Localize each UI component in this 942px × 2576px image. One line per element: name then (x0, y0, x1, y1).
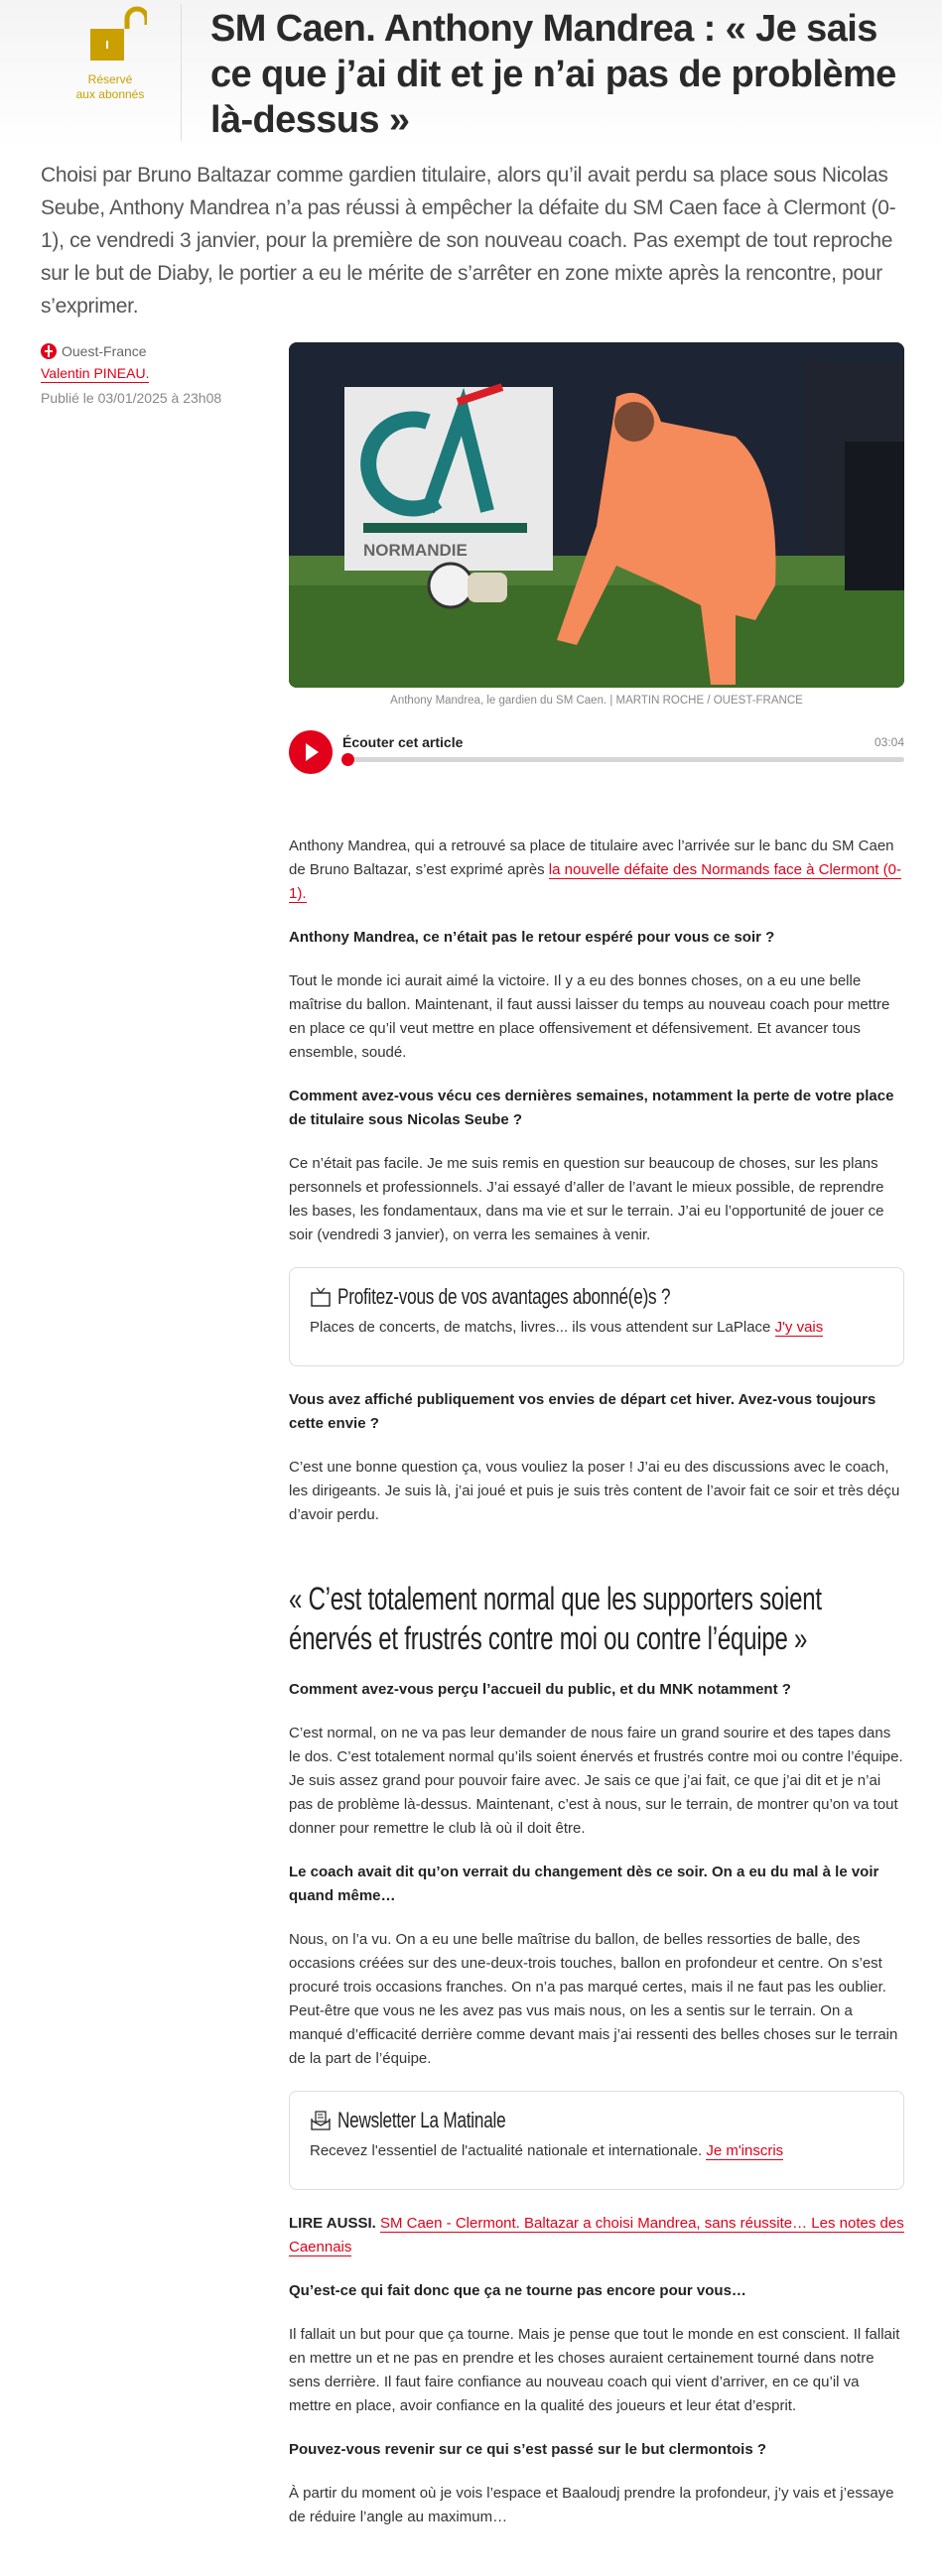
open-lock-icon (87, 5, 147, 63)
header-divider (181, 4, 182, 141)
perks-text: Places de concerts, de matchs, livres... ils vous attendent sur LaPlace J'y vais (310, 1319, 824, 1336)
question: Qu’est-ce qui fait donc que ça ne tourne pas encore pour vous… (289, 2282, 746, 2299)
publish-date: Publié le 03/01/2025 à 23h08 (41, 390, 222, 403)
read-also-link[interactable]: SM Caen - Clermont. Baltazar a choisi Mandrea, sans réussite… Les notes des Caennais (289, 2215, 904, 2255)
newsletter-text: Recevez l'essentiel de l'actualité nationale et internationale. Je m'inscris (310, 2142, 784, 2159)
author-link[interactable]: Valentin PINEAU. (41, 365, 150, 381)
newsletter-box (289, 2091, 904, 2190)
read-also: LIRE AUSSI. SM Caen - Clermont. Baltazar a choisi Mandrea, sans réussite… Les notes des Caennais (289, 2215, 904, 2255)
answer: Nous, on l’a vu. On a eu une belle maîtrise du ballon, de belles ressorties de balle, des occasions créées sur des une-deux-trois touches, ballon en profondeur et centre. On s’est procuré trois occasions franches. On n’a pas marqué certes, mais il ne faut pas les oublier. Peut-être que vous ne les avez pas vus mais nous, on les a sentis sur le terrain. On a manqué d’efficacité derrière comme devant mais j’ai ressenti des belles choses sur le terrain de la part de l’équipe. (289, 1931, 898, 2067)
defeat-article-link[interactable]: la nouvelle défaite des Normands face à Clermont (0-1). (289, 861, 901, 902)
audio-player (289, 730, 904, 774)
source (41, 341, 259, 361)
question: Pouvez-vous revenir sur ce qui s’est passé sur le but clermontois ? (289, 2441, 766, 2458)
article-title: SM Caen. Anthony Mandrea : « Je sais ce que j’ai dit et je n’ai pas de problème là-dessus » (210, 8, 896, 141)
newsletter-signup-link[interactable]: Je m'inscris (706, 2142, 784, 2159)
audio-label: Écouter cet article (342, 734, 464, 750)
answer: Il fallait un but pour que ça tourne. Mais je pense que tout le monde en est conscient. Il fallait en mettre un et ne pas en prendre et les choses auraient certainement tourné dans notre sens derrière. Il faut faire confiance au nouveau coach qui vient d’arriver, en ce qu’il va mettre en place, avoir confiance en la qualité des joueurs et leur état d’esprit. (289, 2326, 900, 2414)
question: Comment avez-vous perçu l’accueil du public, et du MNK notamment ? (289, 1681, 791, 1698)
svg-text:NORMANDIE: NORMANDIE (363, 541, 468, 560)
ouest-france-logo-icon (41, 343, 57, 359)
audio-progress-knob[interactable] (341, 753, 354, 766)
question: Le coach avait dit qu’on verrait du changement dès ce soir. On a eu du mal à le voir quand même… (289, 1864, 879, 1904)
answer: À partir du moment où je vois l’espace et Baaloudj prendre la profondeur, j’y vais et j’essaye de réduire l’angle au maximum… (289, 2485, 894, 2525)
photo-caption: Anthony Mandrea, le gardien du SM Caen. | MARTIN ROCHE / OUEST-FRANCE (390, 695, 803, 707)
audio-progress-slider[interactable] (342, 757, 904, 762)
perks-link[interactable]: J'y vais (774, 1319, 824, 1336)
article-photo (289, 342, 904, 688)
newsletter-icon (310, 2110, 332, 2131)
perks-title: Profitez-vous de vos avantages abonné(e)s ? (337, 1284, 671, 1309)
subscriber-badge (60, 72, 161, 102)
article-meta (41, 341, 259, 403)
answer: C’est une bonne question ça, vous vouliez la poser ! J’ai eu des discussions avec le coach, les dirigeants. Je suis là, j’ai joué et puis je suis très content de l’avoir fait ce soir et très déçu d’avoir perdu. (289, 1459, 900, 1523)
question: Vous avez affiché publiquement vos envies de départ cet hiver. Avez-vous toujours cette envie ? (289, 1391, 876, 1432)
question: Comment avez-vous vécu ces dernières semaines, notamment la perte de votre place de titulaire sous Nicolas Seube ? (289, 1088, 894, 1128)
answer: Ce n’était pas facile. Je me suis remis en question sur beaucoup de choses, sur les plans personnels et professionnels. J’ai essayé d’aller de l’avant le mieux possible, de reprendre les bases, les fondamentaux, dans ma vie et sur le terrain. J’ai eu l’opportunité de jouer ce soir (vendredi 3 janvier), on verra les semaines à venir. (289, 1155, 884, 1243)
article-body (289, 835, 904, 2549)
intro-paragraph: Anthony Mandrea, qui a retrouvé sa place de titulaire avec l’arrivée sur le banc du SM Caen de Bruno Baltazar, s’est exprimé après la nouvelle défaite des Normands face à Clermont (0-1). (289, 837, 901, 902)
goalkeeper-photo (289, 342, 904, 688)
newsletter-title: Newsletter La Matinale (337, 2108, 506, 2132)
gift-icon (310, 1286, 332, 1308)
source-name: Ouest-France (62, 343, 147, 359)
badge-line1: Réservé (87, 72, 133, 86)
answer: C’est normal, on ne va pas leur demander de nous faire un grand sourire et des tapes dans le dos. C’est totalement normal qu’ils soient énervés et frustrés contre moi ou contre l’équipe. Je suis assez grand pour pouvoir faire avec. Je sais ce que j’ai fait, ce que j’ai dit et je n’ai pas de problème là-dessus. Maintenant, c’est à nous, sur le terrain, de montrer qu’on va tout donner pour remettre le club là où il doit être. (289, 1725, 903, 1837)
section-heading: « C’est totalement normal que les supporters soient énervés et frustrés contre moi ou contre l’équipe » (289, 1581, 822, 1656)
badge-line2: aux abonnés (75, 87, 145, 101)
article-lead: Choisi par Bruno Baltazar comme gardien titulaire, alors qu’il avait perdu sa place sous Nicolas Seube, Anthony Mandrea n’a pas réussi à empêcher la défaite du SM Caen face à Clermont (0-1), ce vendredi 3 janvier, pour la première de son nouveau coach. Pas exempt de tout reproche sur le but de Diaby, le portier a eu le mérite de s’arrêter en zone mixte après la rencontre, pour s’exprimer. (41, 164, 896, 318)
subscriber-perks-box (289, 1267, 904, 1366)
answer: Tout le monde ici aurait aimé la victoire. Il y a eu des bonnes choses, on a eu une belle maîtrise du ballon. Maintenant, il faut aussi laisser du temps au nouveau coach pour mettre en place ce qu’il veut mettre en place offensivement et défensivement. Et avancer tous ensemble, soudé. (289, 972, 890, 1061)
question: Anthony Mandrea, ce n’était pas le retour espéré pour vous ce soir ? (289, 929, 775, 946)
audio-duration: 03:04 (874, 735, 904, 749)
play-button[interactable] (289, 730, 333, 774)
